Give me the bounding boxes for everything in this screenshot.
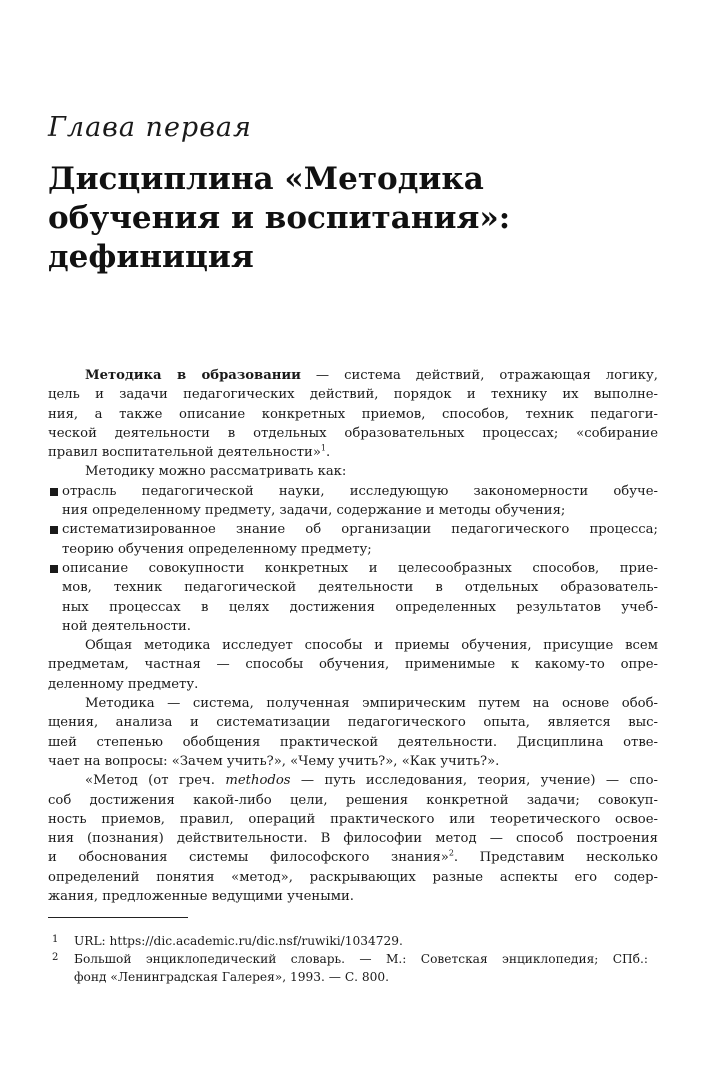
- bullet-item: систематизированное знание об организации педагогического процесса;: [48, 520, 658, 539]
- text-line: ной деятельности.: [62, 618, 192, 634]
- text-line: ных процессах в целях достижения определенных результатов учеб-: [62, 599, 658, 615]
- text-line: мов, техник педагогической деятельности в отдельных образователь-: [62, 580, 658, 596]
- body-text: [48, 366, 658, 906]
- text-line: «Метод (от греч. methodos — путь исследования, теория, учение) — спо-: [85, 773, 658, 789]
- text-line: ния определенному предмету, задачи, содержание и методы обучения;: [62, 503, 566, 519]
- footnotes: [48, 932, 648, 986]
- chapter-title-line: дефиниция: [48, 239, 254, 275]
- text-line: ческой деятельности в отдельных образовательных процессах; «собирание: [48, 425, 658, 441]
- text-line: предметам, частная — способы обучения, применимые к какому-то опре-: [48, 657, 658, 673]
- text-line: определений понятия «метод», раскрывающих разные аспекты его содер-: [48, 869, 658, 885]
- text-line: цель и задачи педагогических действий, порядок и технику их выполне-: [48, 387, 658, 403]
- text-line: шей степенью обобщения практической деятельности. Дисциплина отве-: [48, 734, 658, 750]
- text-line: жания, предложенные ведущими учеными.: [48, 889, 354, 905]
- footnote-text: фонд «Ленинградская Галерея», 1993. — С. 800.: [74, 970, 390, 984]
- bullet-item: отрасль педагогической науки, исследующую закономерности обуче-: [48, 482, 658, 501]
- chapter-title-line: обучения и воспитания»:: [48, 200, 511, 236]
- text-line: ность приемов, правил, операций практического или теоретического освое-: [48, 811, 658, 827]
- text-line: и обоснования системы философского знания»$^2$. Представим несколько: [48, 849, 658, 866]
- defined-term: Методика в образовании: [85, 368, 301, 383]
- text-line: ния (познания) действительности. В философии метод — способ построения: [48, 831, 658, 847]
- text-line: деленному предмету.: [48, 676, 199, 692]
- footnote-number: 1: [52, 934, 59, 945]
- text-line: Методика — система, полученная эмпирическим путем на основе обоб-: [85, 696, 658, 712]
- square-bullet-icon: [50, 565, 58, 573]
- text-line: Методику можно рассматривать как:: [85, 464, 347, 480]
- footnote-number: 2: [52, 952, 59, 963]
- text-line: щения, анализа и систематизации педагогического опыта, является выс-: [48, 715, 658, 731]
- square-bullet-icon: [50, 488, 58, 496]
- text-line: Методика в образовании — система действий, отражающая логику,: [85, 368, 658, 383]
- text-line: соб достижения какой-либо цели, решения конкретной задачи; совокуп-: [48, 792, 658, 808]
- chapter-title: [48, 160, 668, 277]
- text-line: ния, а также описание конкретных приемов, способов, техник педагоги-: [48, 406, 658, 422]
- greek-term: methodos: [225, 773, 291, 789]
- footnote: [48, 950, 648, 986]
- chapter-label: Глава первая: [48, 112, 252, 143]
- footnote-text: URL: https://dic.academic.ru/dic.nsf/ruwiki/1034729.: [74, 934, 403, 948]
- footnote-text: Большой энциклопедический словарь. — М.: Советская энциклопедия; СПб.:: [74, 952, 648, 966]
- bullet-item: описание совокупности конкретных и целесообразных способов, прие-: [48, 559, 658, 578]
- square-bullet-icon: [50, 526, 58, 534]
- footnote: [48, 932, 648, 950]
- text-line: Общая методика исследует способы и приемы обучения, присущие всем: [85, 638, 658, 654]
- text-line: чает на вопросы: «Зачем учить?», «Чему учить?», «Как учить?».: [48, 753, 500, 769]
- text-line: правил воспитательной деятельности»$^1$.: [48, 443, 331, 461]
- footnote-ref: 2: [448, 849, 454, 859]
- footnote-divider: [48, 917, 188, 918]
- footnote-ref: 1: [320, 443, 326, 453]
- text-line: теорию обучения определенному предмету;: [62, 541, 372, 557]
- chapter-title-line: Дисциплина «Методика: [48, 161, 484, 197]
